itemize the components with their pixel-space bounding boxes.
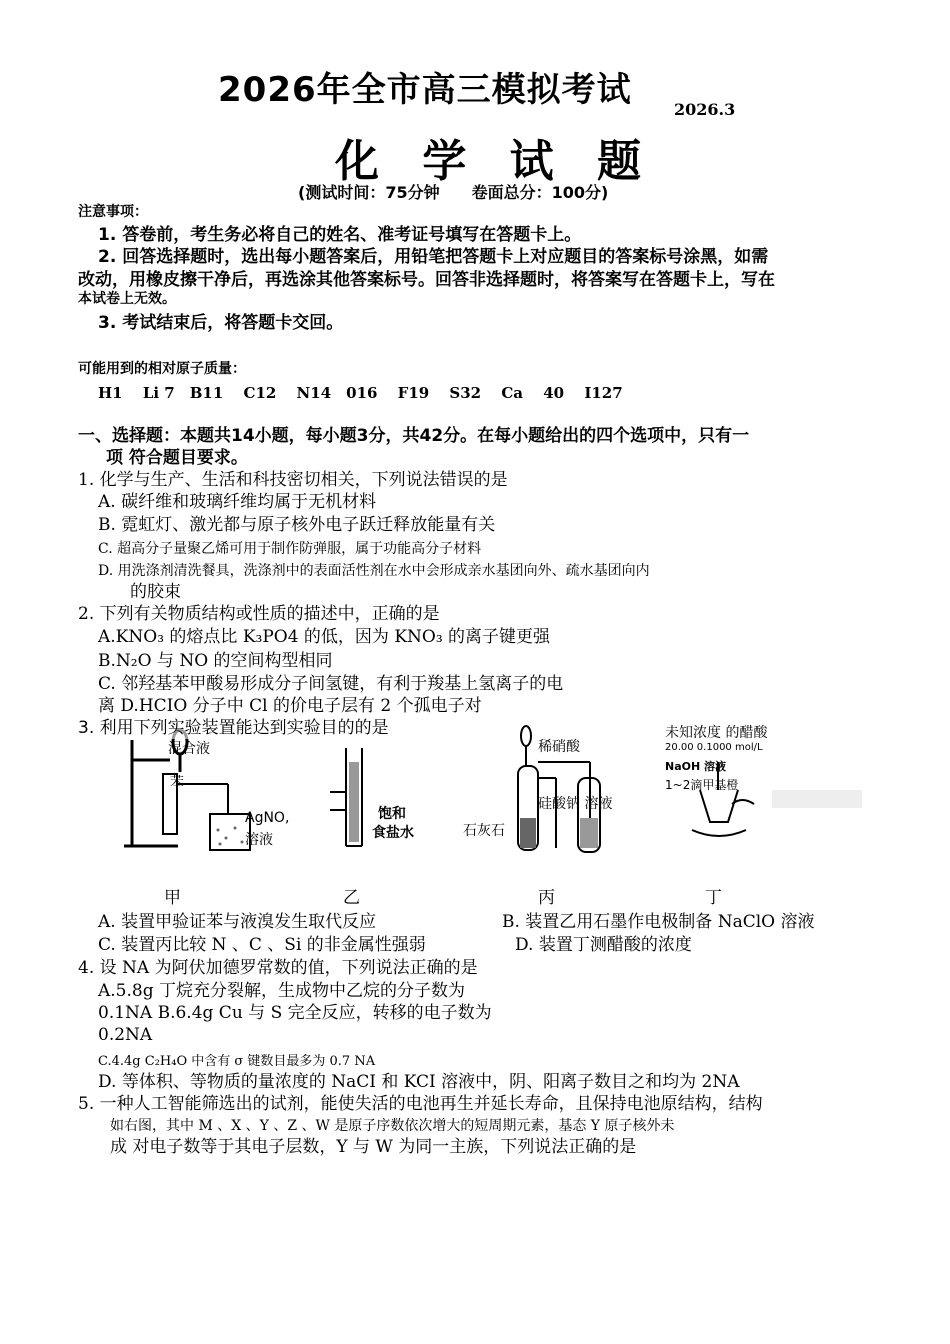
bing-label-nitric-acid: 稀硝酸	[538, 739, 580, 755]
notes-item-3: 3. 考试结束后，将答题卡交回。	[98, 313, 344, 333]
ding-label-concentration: 20.00 0.1000 mol/L	[665, 742, 763, 753]
q4-stem: 4. 设 NA 为阿伏加德罗常数的值，下列说法正确的是	[78, 958, 478, 978]
q1-stem: 1. 化学与生产、生活和科技密切相关，下列说法错误的是	[78, 470, 508, 490]
notes-item-2-line-2: 改动，用橡皮擦干净后，再选涂其他答案标号。回答非选择题时，将答案写在答题卡上，写在	[78, 270, 775, 290]
exam-date: 2026.3	[674, 100, 736, 119]
q5-line-1: 5. 一种人工智能筛选出的试剂，能使失活的电池再生并延长寿命，且保持电池原结构，结构	[78, 1094, 763, 1114]
q1-option-d-line-2: 的胶束	[130, 582, 181, 602]
section-1-instruction-line-2: 项 符合题目要求。	[106, 448, 248, 468]
apparatus-jia-figure	[120, 718, 300, 858]
section-1-instruction-line-1: 一、选择题：本题共14小题，每小题3分，共42分。在每小题给出的四个选项中，只有一	[78, 426, 750, 446]
q2-option-a: A.KNO₃ 的熔点比 K₃PO4 的低，因为 KNO₃ 的离子键更强	[98, 627, 551, 647]
caption-jia: 甲	[164, 888, 181, 908]
caption-yi: 乙	[343, 888, 360, 908]
notes-heading: 注意事项：	[78, 204, 148, 220]
notes-item-1: 1. 答卷前，考生务必将自己的姓名、准考证号填写在答题卡上。	[98, 225, 582, 245]
q5-line-3: 成 对电子数等于其电子层数，Y 与 W 为同一主族，下列说法正确的是	[110, 1137, 637, 1157]
yi-label-brine: 食盐水	[372, 825, 414, 841]
jia-label-mixture: 混合液	[168, 741, 210, 757]
caption-bing: 丙	[538, 888, 555, 908]
exam-title: 2026年全市高三模拟考试	[218, 70, 632, 110]
q2-stem: 2. 下列有关物质结构或性质的描述中，正确的是	[78, 604, 440, 624]
caption-ding: 丁	[705, 888, 722, 908]
q5-line-2: 如右图，其中 M 、X 、Y 、Z 、W 是原子序数依次增大的短周期元素，基态 Y 原子核外未	[110, 1118, 675, 1134]
notes-item-2-line-1: 2. 回答选择题时，选出每小题答案后，用铅笔把答题卡上对应题目的答案标号涂黑，如需	[98, 247, 769, 267]
exam-time-info: (测试时间：75分钟 卷面总分：100分)	[298, 183, 609, 202]
q4-option-b-cont: 0.2NA	[98, 1025, 153, 1045]
yi-label-saturated: 饱和	[378, 806, 406, 822]
bing-label-limestone: 石灰石	[463, 823, 505, 839]
bing-label-sodium-silicate: 硅酸钠 溶液	[538, 796, 613, 812]
jia-label-agno3: AgNO,	[245, 810, 290, 826]
q1-option-a: A. 碳纤维和玻璃纤维均属于无机材料	[98, 492, 377, 512]
q3-option-a: A. 装置甲验证苯与液溴发生取代反应	[98, 912, 377, 932]
q4-option-c: C.4.4g C₂H₄O 中含有 σ 键数目最多为 0.7 NA	[98, 1054, 376, 1069]
q3-option-d: D. 装置丁测醋酸的浓度	[515, 935, 692, 955]
q3-option-c: C. 装置丙比较 N 、C 、Si 的非金属性强弱	[98, 935, 426, 955]
ding-label-unknown-acid: 未知浓度 的醋酸	[665, 725, 768, 741]
atomic-mass-heading: 可能用到的相对原子质量：	[78, 361, 246, 377]
q2-option-c-line-2: 离 D.HCIO 分子中 Cl 的价电子层有 2 个孤电子对	[98, 696, 482, 716]
q3-option-b: B. 装置乙用石墨作电极制备 NaClO 溶液	[502, 912, 815, 932]
q1-option-d-line-1: D. 用洗涤剂清洗餐具，洗涤剂中的表面活性剂在水中会形成亲水基团向外、疏水基团向内	[98, 563, 650, 579]
q1-option-b: B. 霓虹灯、激光都与原子核外电子跃迁释放能量有关	[98, 515, 496, 535]
q3-stem: 3. 利用下列实验装置能达到实验目的的是	[78, 718, 389, 738]
subject-title: 化 学 试 题	[335, 136, 655, 187]
ding-label-indicator: 1~2滴甲基橙	[665, 778, 739, 792]
q4-option-d: D. 等体积、等物质的量浓度的 NaCI 和 KCI 溶液中，阴、阳离子数目之和均为 2NA	[98, 1072, 740, 1092]
notes-item-2-line-3: 本试卷上无效。	[78, 291, 176, 307]
jia-label-benzene: 苯	[170, 775, 184, 791]
atomic-mass-values: H1 Li 7 B11 C12 N14 016 F19 S32 Ca 40 I127	[98, 384, 623, 402]
q4-option-a: A.5.8g 丁烷充分裂解，生成物中乙烷的分子数为	[98, 981, 466, 1001]
ding-label-naoh: NaOH 溶液	[665, 760, 727, 773]
q4-option-a-cont: 0.1NA B.6.4g Cu 与 S 完全反应，转移的电子数为	[98, 1003, 492, 1023]
jia-label-solution: 溶液	[245, 832, 273, 848]
q2-option-c-line-1: C. 邻羟基苯甲酸易形成分子间氢键，有利于羧基上氢离子的电	[98, 674, 564, 694]
q2-option-b: B.N₂O 与 NO 的空间构型相同	[98, 651, 333, 671]
q1-option-c: C. 超高分子量聚乙烯可用于制作防弹服，属于功能高分子材料	[98, 541, 482, 557]
